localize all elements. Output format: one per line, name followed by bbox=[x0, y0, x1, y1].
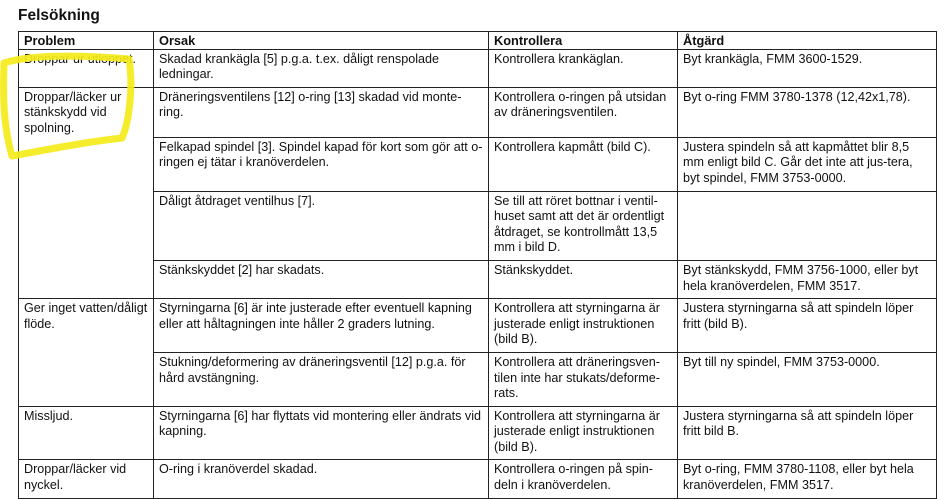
column-header-orsak: Orsak bbox=[154, 32, 489, 50]
cell-orsak: O-ring i kranöverdel skadad. bbox=[154, 460, 489, 498]
cell-orsak: Styrningarna [6] har flyttats vid montering eller ändrats vid kapning. bbox=[154, 406, 489, 460]
cell-orsak: Felkapad spindel [3]. Spindel kapad för kort som gör att o-ringen ej tätar i kranöverdelen. bbox=[154, 137, 489, 191]
cell-atgard: Justera styrningarna så att spindeln löper fritt bild B. bbox=[678, 406, 937, 460]
troubleshooting-table bbox=[18, 31, 937, 499]
column-header-kontrollera: Kontrollera bbox=[489, 32, 678, 50]
cell-kontrollera: Kontrollera att styrningarna är justerade enligt instruktionen (bild B). bbox=[489, 299, 678, 353]
cell-atgard bbox=[678, 191, 937, 260]
cell-problem: Droppar ur utloppet. bbox=[19, 49, 154, 87]
cell-orsak: Stukning/deformering av dräneringsventil [12] p.g.a. för hård avstängning. bbox=[154, 352, 489, 406]
cell-problem: Ger inget vatten/dåligt flöde. bbox=[19, 299, 154, 407]
table-row bbox=[19, 406, 937, 460]
table-row bbox=[19, 352, 937, 406]
cell-kontrollera: Kontrollera o-ringen på spin-deln i kranöverdelen. bbox=[489, 460, 678, 498]
cell-orsak: Styrningarna [6] är inte justerade efter eventuell kapning eller att håltagningen inte håller 2 graders lutning. bbox=[154, 299, 489, 353]
cell-kontrollera: Se till att röret bottnar i ventil-huset samt att det är ordentligt åtdraget, se kontrollmått 13,5 mm i bild D. bbox=[489, 191, 678, 260]
cell-kontrollera: Kontrollera o-ringen på utsidan av dräneringsventilen. bbox=[489, 87, 678, 137]
cell-problem: Droppar/läcker ur stänkskydd vid spolning. bbox=[19, 87, 154, 298]
table-row bbox=[19, 191, 937, 260]
cell-problem: Missljud. bbox=[19, 406, 154, 460]
cell-atgard: Byt stänkskydd, FMM 3756-1000, eller byt hela kranöverdelen, FMM 3517. bbox=[678, 260, 937, 298]
cell-kontrollera: Kontrollera att dräneringsven-tilen inte har stukats/deforme-rats. bbox=[489, 352, 678, 406]
cell-problem: Droppar/läcker vid nyckel. bbox=[19, 460, 154, 498]
table-header-row bbox=[19, 32, 937, 50]
cell-atgard: Byt krankägla, FMM 3600-1529. bbox=[678, 49, 937, 87]
table-row bbox=[19, 260, 937, 298]
table-row bbox=[19, 460, 937, 498]
table-row bbox=[19, 49, 937, 87]
page-title: Felsökning bbox=[18, 7, 100, 24]
table-row bbox=[19, 299, 937, 353]
cell-atgard: Justera styrningarna så att spindeln löper fritt (bild B). bbox=[678, 299, 937, 353]
cell-orsak: Dåligt åtdraget ventilhus [7]. bbox=[154, 191, 489, 260]
cell-kontrollera: Kontrollera kapmått (bild C). bbox=[489, 137, 678, 191]
cell-orsak: Stänkskyddet [2] har skadats. bbox=[154, 260, 489, 298]
cell-orsak: Skadad krankägla [5] p.g.a. t.ex. dåligt renspolade ledningar. bbox=[154, 49, 489, 87]
cell-atgard: Byt till ny spindel, FMM 3753-0000. bbox=[678, 352, 937, 406]
cell-kontrollera: Kontrollera att styrningarna är justerade enligt instruktionen (bild B). bbox=[489, 406, 678, 460]
table-row bbox=[19, 137, 937, 191]
cell-kontrollera: Kontrollera krankäglan. bbox=[489, 49, 678, 87]
cell-atgard: Justera spindeln så att kapmåttet blir 8,5 mm enligt bild C. Går det inte att jus-tera, byt spindel, FMM 3753-0000. bbox=[678, 137, 937, 191]
cell-orsak: Dräneringsventilens [12] o-ring [13] skadad vid monte-ring. bbox=[154, 87, 489, 137]
column-header-atgard: Åtgärd bbox=[678, 32, 937, 50]
cell-kontrollera: Stänkskyddet. bbox=[489, 260, 678, 298]
column-header-problem: Problem bbox=[19, 32, 154, 50]
table-row bbox=[19, 87, 937, 137]
cell-atgard: Byt o-ring, FMM 3780-1108, eller byt hela kranöverdelen, FMM 3517. bbox=[678, 460, 937, 498]
cell-atgard: Byt o-ring FMM 3780-1378 (12,42x1,78). bbox=[678, 87, 937, 137]
